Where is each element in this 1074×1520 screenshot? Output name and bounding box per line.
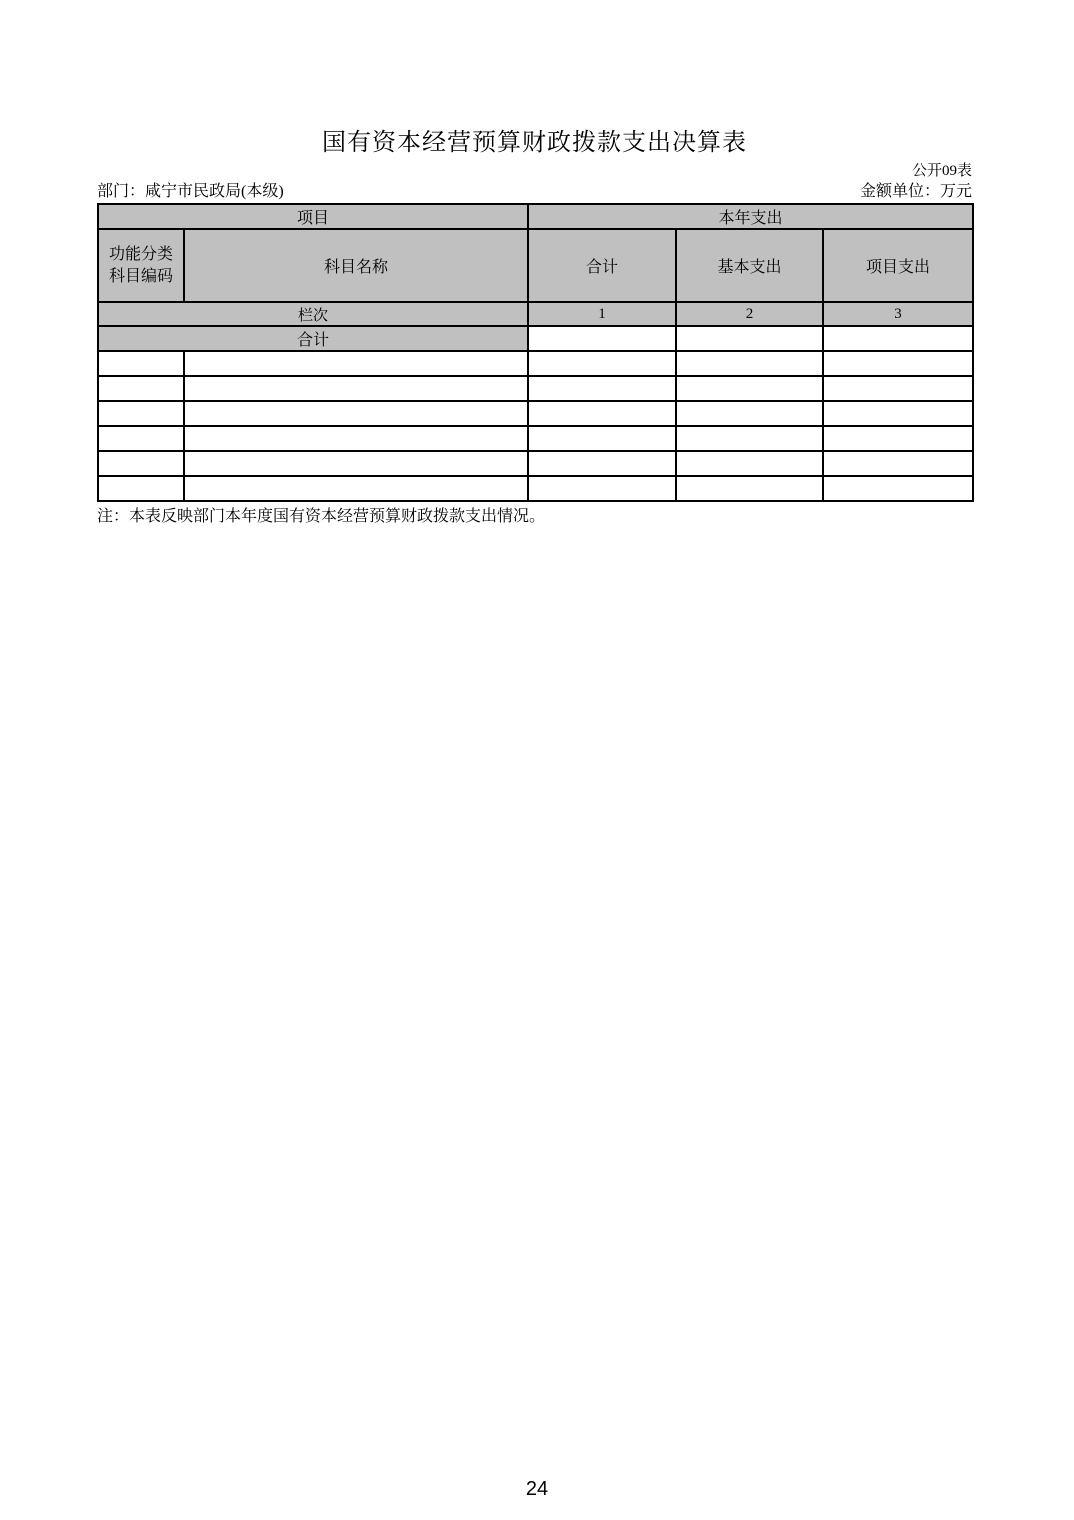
column-header-project-expenditure: 项目支出 xyxy=(823,229,973,302)
column-header-basic-expenditure: 基本支出 xyxy=(676,229,823,302)
table-cell xyxy=(676,426,823,451)
column-header-subject-name: 科目名称 xyxy=(184,229,528,302)
table-cell xyxy=(98,451,184,476)
total-row-value-total xyxy=(528,326,676,351)
table-cell xyxy=(823,476,973,501)
page-number: 24 xyxy=(525,1478,549,1500)
total-row-value-project xyxy=(823,326,973,351)
column-index-row xyxy=(98,302,973,326)
total-row xyxy=(98,326,973,351)
table-cell xyxy=(184,426,528,451)
table-row xyxy=(98,426,973,451)
table-cell xyxy=(528,426,676,451)
column-index-1: 1 xyxy=(528,302,676,326)
page-title: 国有资本经营预算财政拨款支出决算表 xyxy=(322,130,747,156)
department-label: 部门：咸宁市民政局(本级) xyxy=(97,183,284,200)
table-cell xyxy=(184,376,528,401)
budget-table xyxy=(97,203,974,502)
unit-label: 金额单位：万元 xyxy=(859,183,972,200)
header-group-project: 项目 xyxy=(98,204,528,229)
table-row xyxy=(98,401,973,426)
table-cell xyxy=(823,426,973,451)
table-cell xyxy=(184,451,528,476)
table-cell xyxy=(184,401,528,426)
table-cell xyxy=(528,401,676,426)
table-cell xyxy=(528,476,676,501)
meta-row xyxy=(97,181,972,202)
table-cell xyxy=(823,401,973,426)
header-columns-row xyxy=(98,229,973,302)
table-cell xyxy=(676,451,823,476)
column-header-function-code xyxy=(98,229,184,302)
table-cell xyxy=(823,451,973,476)
table-cell xyxy=(676,351,823,376)
table-row xyxy=(98,351,973,376)
table-cell xyxy=(823,351,973,376)
table-cell xyxy=(676,401,823,426)
column-header-total: 合计 xyxy=(528,229,676,302)
table-cell xyxy=(528,451,676,476)
sheet xyxy=(97,126,972,528)
total-row-label: 合计 xyxy=(98,326,528,351)
table-note: 注：本表反映部门本年度国有资本经营预算财政拨款支出情况。 xyxy=(97,508,546,525)
table-row xyxy=(98,476,973,501)
table-body xyxy=(98,326,973,501)
table-cell xyxy=(184,476,528,501)
column-index-2: 2 xyxy=(676,302,823,326)
table-cell xyxy=(98,351,184,376)
table-cell xyxy=(676,376,823,401)
table-code-label: 公开09表 xyxy=(911,163,972,179)
column-index-label: 栏次 xyxy=(98,302,528,326)
table-cell xyxy=(98,476,184,501)
total-row-value-basic xyxy=(676,326,823,351)
table-cell xyxy=(98,401,184,426)
column-index-3: 3 xyxy=(823,302,973,326)
table-row xyxy=(98,376,973,401)
table-cell xyxy=(528,351,676,376)
table-cell xyxy=(676,476,823,501)
table-cell xyxy=(98,376,184,401)
table-cell xyxy=(98,426,184,451)
table-cell xyxy=(184,351,528,376)
function-code-line1: 功能分类 xyxy=(108,245,173,263)
table-row xyxy=(98,451,973,476)
table-cell xyxy=(528,376,676,401)
table-cell xyxy=(823,376,973,401)
header-group-row xyxy=(98,204,973,229)
header-group-current-year-expenditure: 本年支出 xyxy=(528,204,973,229)
function-code-line2: 科目编码 xyxy=(108,267,173,285)
